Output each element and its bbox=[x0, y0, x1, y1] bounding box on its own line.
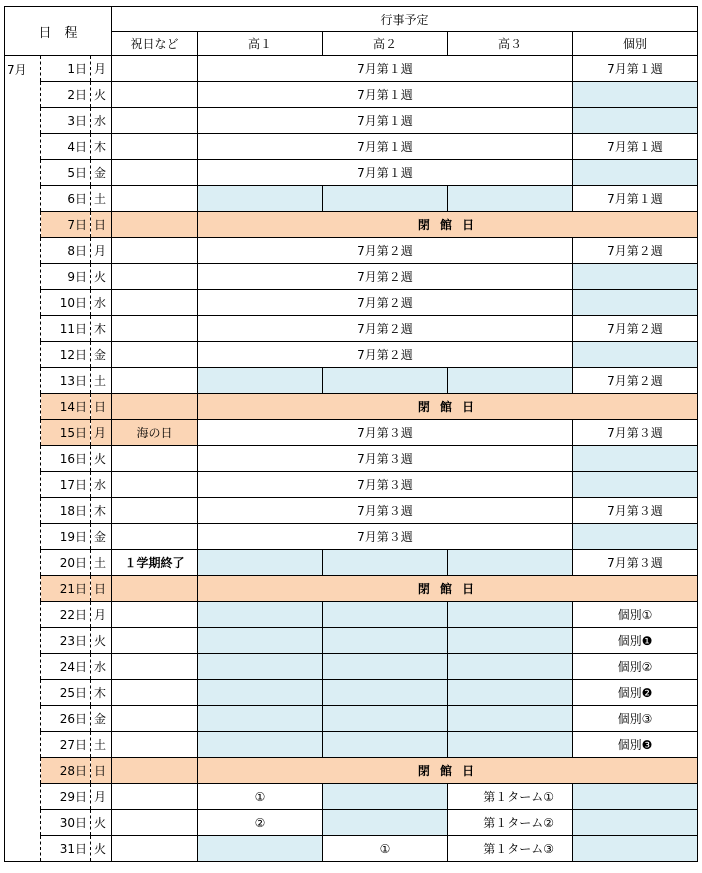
date-cell: 13日 bbox=[41, 368, 91, 394]
individual-cell: 7月第３週 bbox=[573, 420, 698, 446]
weekday-cell: 火 bbox=[91, 446, 112, 472]
schedule-row bbox=[5, 446, 698, 472]
grade1-cell: ② bbox=[198, 810, 323, 836]
individual-cell bbox=[573, 342, 698, 368]
schedule-row bbox=[5, 732, 698, 758]
schedule-row bbox=[5, 394, 698, 420]
holiday-cell bbox=[112, 316, 198, 342]
schedule-row bbox=[5, 680, 698, 706]
individual-cell bbox=[573, 524, 698, 550]
schedule-row bbox=[5, 212, 698, 238]
grade1-cell bbox=[198, 628, 323, 654]
grade1-cell bbox=[198, 368, 323, 394]
schedule-row bbox=[5, 498, 698, 524]
holiday-cell bbox=[112, 394, 198, 420]
schedule-row bbox=[5, 602, 698, 628]
holiday-cell bbox=[112, 212, 198, 238]
merged-grade-events: 7月第１週 bbox=[198, 56, 573, 82]
grade3-cell bbox=[448, 654, 573, 680]
schedule-row bbox=[5, 56, 698, 82]
weekday-cell: 月 bbox=[91, 784, 112, 810]
date-cell: 23日 bbox=[41, 628, 91, 654]
holiday-cell bbox=[112, 368, 198, 394]
weekday-cell: 日 bbox=[91, 394, 112, 420]
holiday-cell bbox=[112, 706, 198, 732]
individual-cell: 7月第２週 bbox=[573, 316, 698, 342]
grade3-cell bbox=[448, 550, 573, 576]
merged-grade-events: 7月第２週 bbox=[198, 238, 573, 264]
individual-cell bbox=[573, 784, 698, 810]
individual-cell: 個別❶ bbox=[573, 628, 698, 654]
weekday-cell: 金 bbox=[91, 160, 112, 186]
grade1-cell: ① bbox=[198, 784, 323, 810]
individual-cell: 個別❸ bbox=[573, 732, 698, 758]
individual-cell bbox=[573, 108, 698, 134]
grade1-cell bbox=[198, 732, 323, 758]
date-cell: 29日 bbox=[41, 784, 91, 810]
schedule-row bbox=[5, 264, 698, 290]
individual-cell bbox=[573, 810, 698, 836]
schedule-row bbox=[5, 550, 698, 576]
holiday-cell: 海の日 bbox=[112, 420, 198, 446]
merged-grade-events: 7月第３週 bbox=[198, 446, 573, 472]
weekday-cell: 水 bbox=[91, 654, 112, 680]
date-cell: 24日 bbox=[41, 654, 91, 680]
closed-day-label: 閉 館 日 bbox=[198, 394, 698, 420]
holiday-cell bbox=[112, 342, 198, 368]
merged-grade-events: 7月第３週 bbox=[198, 524, 573, 550]
closed-day-label: 閉 館 日 bbox=[198, 212, 698, 238]
date-cell: 19日 bbox=[41, 524, 91, 550]
weekday-cell: 月 bbox=[91, 602, 112, 628]
date-cell: 2日 bbox=[41, 82, 91, 108]
grade3-cell bbox=[448, 602, 573, 628]
merged-grade-events: 7月第２週 bbox=[198, 342, 573, 368]
holiday-cell bbox=[112, 498, 198, 524]
grade1-cell bbox=[198, 550, 323, 576]
schedule-row bbox=[5, 290, 698, 316]
individual-cell: 7月第３週 bbox=[573, 498, 698, 524]
weekday-cell: 月 bbox=[91, 420, 112, 446]
schedule-row bbox=[5, 758, 698, 784]
grade3-cell bbox=[448, 706, 573, 732]
individual-cell bbox=[573, 836, 698, 862]
grade1-cell bbox=[198, 654, 323, 680]
schedule-row bbox=[5, 472, 698, 498]
weekday-cell: 火 bbox=[91, 836, 112, 862]
weekday-cell: 土 bbox=[91, 186, 112, 212]
merged-grade-events: 7月第１週 bbox=[198, 160, 573, 186]
holiday-cell bbox=[112, 264, 198, 290]
grade2-cell bbox=[323, 602, 448, 628]
date-cell: 7日 bbox=[41, 212, 91, 238]
grade3-cell bbox=[448, 186, 573, 212]
weekday-cell: 水 bbox=[91, 290, 112, 316]
weekday-cell: 日 bbox=[91, 212, 112, 238]
weekday-cell: 日 bbox=[91, 758, 112, 784]
schedule-row bbox=[5, 186, 698, 212]
grade2-cell bbox=[323, 550, 448, 576]
weekday-cell: 日 bbox=[91, 576, 112, 602]
holiday-cell bbox=[112, 784, 198, 810]
grade1-cell bbox=[198, 706, 323, 732]
holiday-cell bbox=[112, 186, 198, 212]
date-cell: 28日 bbox=[41, 758, 91, 784]
schedule-row bbox=[5, 628, 698, 654]
month-label: 7月 bbox=[5, 56, 41, 862]
individual-cell bbox=[573, 446, 698, 472]
weekday-cell: 土 bbox=[91, 550, 112, 576]
holiday-cell bbox=[112, 160, 198, 186]
grade3-header: 高３ bbox=[448, 32, 573, 56]
date-cell: 17日 bbox=[41, 472, 91, 498]
merged-grade-events: 7月第１週 bbox=[198, 82, 573, 108]
holiday-cell bbox=[112, 56, 198, 82]
date-cell: 25日 bbox=[41, 680, 91, 706]
schedule-header: 日 程 bbox=[5, 7, 112, 56]
holiday-cell bbox=[112, 524, 198, 550]
individual-cell: 7月第１週 bbox=[573, 56, 698, 82]
date-cell: 22日 bbox=[41, 602, 91, 628]
grade2-cell bbox=[323, 186, 448, 212]
holiday-cell bbox=[112, 758, 198, 784]
merged-grade-events: 7月第３週 bbox=[198, 420, 573, 446]
grade1-cell bbox=[198, 186, 323, 212]
holiday-cell bbox=[112, 238, 198, 264]
schedule-body bbox=[5, 56, 698, 862]
holiday-cell bbox=[112, 446, 198, 472]
date-cell: 9日 bbox=[41, 264, 91, 290]
weekday-cell: 金 bbox=[91, 342, 112, 368]
date-cell: 16日 bbox=[41, 446, 91, 472]
schedule-row bbox=[5, 342, 698, 368]
grade1-cell bbox=[198, 602, 323, 628]
schedule-row bbox=[5, 810, 698, 836]
date-cell: 8日 bbox=[41, 238, 91, 264]
grade1-header: 高１ bbox=[198, 32, 323, 56]
holiday-cell bbox=[112, 108, 198, 134]
weekday-cell: 火 bbox=[91, 810, 112, 836]
individual-cell bbox=[573, 160, 698, 186]
grade2-cell bbox=[323, 654, 448, 680]
grade2-cell bbox=[323, 732, 448, 758]
date-cell: 20日 bbox=[41, 550, 91, 576]
holiday-cell bbox=[112, 134, 198, 160]
grade3-cell bbox=[448, 680, 573, 706]
merged-grade-events: 7月第３週 bbox=[198, 498, 573, 524]
date-cell: 1日 bbox=[41, 56, 91, 82]
date-cell: 27日 bbox=[41, 732, 91, 758]
individual-header: 個別 bbox=[573, 32, 698, 56]
weekday-cell: 金 bbox=[91, 524, 112, 550]
schedule-row bbox=[5, 524, 698, 550]
individual-cell bbox=[573, 290, 698, 316]
merged-grade-events: 7月第２週 bbox=[198, 290, 573, 316]
date-cell: 10日 bbox=[41, 290, 91, 316]
schedule-row bbox=[5, 576, 698, 602]
grade2-cell: ① bbox=[323, 836, 448, 862]
schedule-row bbox=[5, 784, 698, 810]
grade2-cell bbox=[323, 810, 448, 836]
merged-grade-events: 7月第１週 bbox=[198, 108, 573, 134]
date-cell: 5日 bbox=[41, 160, 91, 186]
holiday-cell bbox=[112, 602, 198, 628]
holiday-cell: １学期終了 bbox=[112, 550, 198, 576]
merged-grade-events: 7月第３週 bbox=[198, 472, 573, 498]
individual-cell bbox=[573, 472, 698, 498]
date-cell: 21日 bbox=[41, 576, 91, 602]
date-cell: 3日 bbox=[41, 108, 91, 134]
schedule-row bbox=[5, 134, 698, 160]
holiday-cell bbox=[112, 810, 198, 836]
grade1-cell bbox=[198, 836, 323, 862]
merged-grade-events: 7月第２週 bbox=[198, 264, 573, 290]
closed-day-label: 閉 館 日 bbox=[198, 576, 698, 602]
date-cell: 4日 bbox=[41, 134, 91, 160]
weekday-cell: 水 bbox=[91, 472, 112, 498]
date-cell: 6日 bbox=[41, 186, 91, 212]
grade1-cell bbox=[198, 680, 323, 706]
date-cell: 18日 bbox=[41, 498, 91, 524]
individual-cell: 7月第２週 bbox=[573, 238, 698, 264]
weekday-cell: 火 bbox=[91, 264, 112, 290]
merged-grade-events: 7月第２週 bbox=[198, 316, 573, 342]
schedule-row bbox=[5, 836, 698, 862]
schedule-table bbox=[4, 6, 698, 862]
closed-day-label: 閉 館 日 bbox=[198, 758, 698, 784]
grade2-cell bbox=[323, 368, 448, 394]
holiday-cell bbox=[112, 472, 198, 498]
holiday-cell bbox=[112, 628, 198, 654]
grade3-cell: 第１ターム① bbox=[448, 784, 573, 810]
grade3-cell bbox=[448, 368, 573, 394]
date-cell: 26日 bbox=[41, 706, 91, 732]
grade3-cell: 第１ターム③ bbox=[448, 836, 573, 862]
weekday-cell: 土 bbox=[91, 732, 112, 758]
date-cell: 14日 bbox=[41, 394, 91, 420]
date-cell: 12日 bbox=[41, 342, 91, 368]
weekday-cell: 木 bbox=[91, 316, 112, 342]
merged-grade-events: 7月第１週 bbox=[198, 134, 573, 160]
grade2-cell bbox=[323, 628, 448, 654]
weekday-cell: 木 bbox=[91, 498, 112, 524]
schedule-row bbox=[5, 108, 698, 134]
schedule-row bbox=[5, 654, 698, 680]
date-cell: 30日 bbox=[41, 810, 91, 836]
weekday-cell: 水 bbox=[91, 108, 112, 134]
schedule-row bbox=[5, 368, 698, 394]
weekday-cell: 金 bbox=[91, 706, 112, 732]
schedule-row bbox=[5, 706, 698, 732]
weekday-cell: 火 bbox=[91, 82, 112, 108]
holiday-cell bbox=[112, 680, 198, 706]
date-cell: 31日 bbox=[41, 836, 91, 862]
individual-cell: 個別① bbox=[573, 602, 698, 628]
holiday-cell bbox=[112, 576, 198, 602]
weekday-cell: 土 bbox=[91, 368, 112, 394]
holiday-header: 祝日など bbox=[112, 32, 198, 56]
schedule-row bbox=[5, 316, 698, 342]
grade3-cell bbox=[448, 732, 573, 758]
weekday-cell: 月 bbox=[91, 56, 112, 82]
weekday-cell: 月 bbox=[91, 238, 112, 264]
grade2-cell bbox=[323, 706, 448, 732]
individual-cell bbox=[573, 264, 698, 290]
grade3-cell: 第１ターム② bbox=[448, 810, 573, 836]
weekday-cell: 木 bbox=[91, 134, 112, 160]
individual-cell: 7月第３週 bbox=[573, 550, 698, 576]
individual-cell: 7月第１週 bbox=[573, 186, 698, 212]
date-cell: 15日 bbox=[41, 420, 91, 446]
schedule-sheet bbox=[4, 6, 698, 862]
individual-cell bbox=[573, 82, 698, 108]
events-header: 行事予定 bbox=[112, 7, 698, 32]
holiday-cell bbox=[112, 82, 198, 108]
individual-cell: 7月第２週 bbox=[573, 368, 698, 394]
individual-cell: 7月第１週 bbox=[573, 134, 698, 160]
date-cell: 11日 bbox=[41, 316, 91, 342]
individual-cell: 個別③ bbox=[573, 706, 698, 732]
holiday-cell bbox=[112, 654, 198, 680]
holiday-cell bbox=[112, 836, 198, 862]
individual-cell: 個別② bbox=[573, 654, 698, 680]
weekday-cell: 火 bbox=[91, 628, 112, 654]
schedule-row bbox=[5, 420, 698, 446]
schedule-row bbox=[5, 160, 698, 186]
holiday-cell bbox=[112, 732, 198, 758]
grade2-cell bbox=[323, 784, 448, 810]
schedule-row bbox=[5, 238, 698, 264]
grade2-header: 高２ bbox=[323, 32, 448, 56]
grade2-cell bbox=[323, 680, 448, 706]
grade3-cell bbox=[448, 628, 573, 654]
schedule-row bbox=[5, 82, 698, 108]
individual-cell: 個別❷ bbox=[573, 680, 698, 706]
holiday-cell bbox=[112, 290, 198, 316]
weekday-cell: 木 bbox=[91, 680, 112, 706]
